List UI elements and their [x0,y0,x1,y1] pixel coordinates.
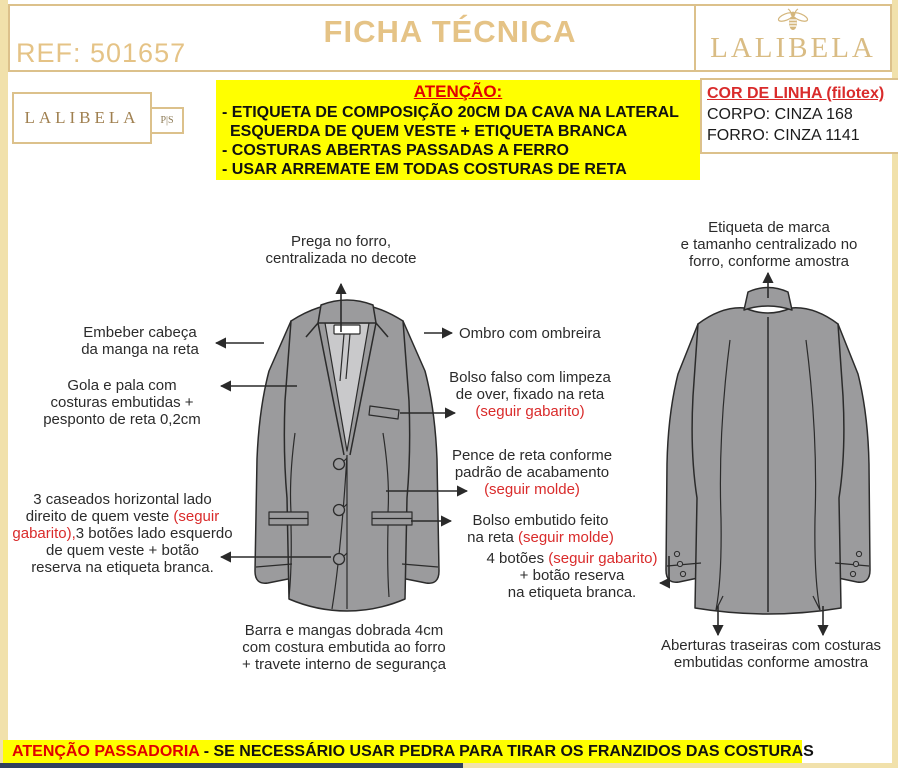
ref-number: REF: 501657 [16,38,187,68]
attention-line: - ETIQUETA DE COMPOSIÇÃO 20CM DA CAVA NA LATERAL [222,104,679,121]
thread-color-title: COR DE LINHA (filotex) [707,85,885,102]
annotation-aberturas: Aberturas traseiras com costuras embutidas conforme amostra [660,637,882,671]
bottom-navy-bar [0,763,463,768]
annotation-prega: Prega no forro, centralizada no decote [265,233,417,267]
attention-title: ATENÇÃO: [413,82,503,101]
thread-color-box [700,78,898,154]
page-border-bottom [463,763,898,768]
annotation-embeber: Embeber cabeça da manga na reta [81,324,199,358]
brand-logo [696,6,890,70]
annotation-barra: Barra e mangas dobrada 4cm com costura embutida ao forro + travete interno de segurança [242,622,446,673]
brand-wordmark: LALIBELA [710,32,876,64]
attention-line: ESQUERDA DE QUEM VESTE + ETIQUETA BRANCA [230,123,628,140]
bee-icon [773,8,813,32]
header [8,4,892,72]
footer-attention-text: - SE NECESSÁRIO USAR PEDRA PARA TIRAR OS FRANZIDOS DAS COSTURAS [199,743,814,760]
front-jacket-illustration [233,283,463,623]
footer-attention-bar [3,740,814,763]
back-jacket-illustration [650,278,886,628]
annotation-bolso-falso: Bolso falso com limpeza de over, fixado na reta (seguir gabarito) [449,369,611,420]
attention-box [216,80,700,180]
footer-attention-label: ATENÇÃO PASSADORIA [12,743,200,760]
annotation-ombro: Ombro com ombreira [459,325,601,342]
annotation-pence: Pence de reta conforme padrão de acabamento (seguir molde) [451,447,613,498]
attention-line: - USAR ARREMATE EM TODAS COSTURAS DE RETA [222,161,627,178]
annotation-quatro-botoes: 4 botões (seguir gabarito) + botão reserva na etiqueta branca. [486,550,658,601]
annotation-bolso-embutido: Bolso embutido feito na reta (seguir molde) [467,512,614,546]
annotation-etiqueta: Etiqueta de marca e tamanho centralizado no forro, conforme amostra [680,219,858,270]
brand-box-suffix: P|S [150,107,184,134]
brand-box: LALIBELA [12,92,152,144]
thread-color-body: CORPO: CINZA 168 [707,106,853,123]
thread-color-lining: FORRO: CINZA 1141 [707,127,860,144]
annotation-gola: Gola e pala com costuras embutidas + pesponto de reta 0,2cm [43,377,201,428]
page-title: FICHA TÉCNICA [323,14,577,49]
annotation-caseados: 3 caseados horizontal lado direito de quem veste (seguir gabarito),3 botões lado esquerdo de quem veste + botão reserva na etiqueta branca. [12,491,233,576]
page-border-left [0,0,8,768]
attention-line: - COSTURAS ABERTAS PASSADAS A FERRO [222,142,569,159]
